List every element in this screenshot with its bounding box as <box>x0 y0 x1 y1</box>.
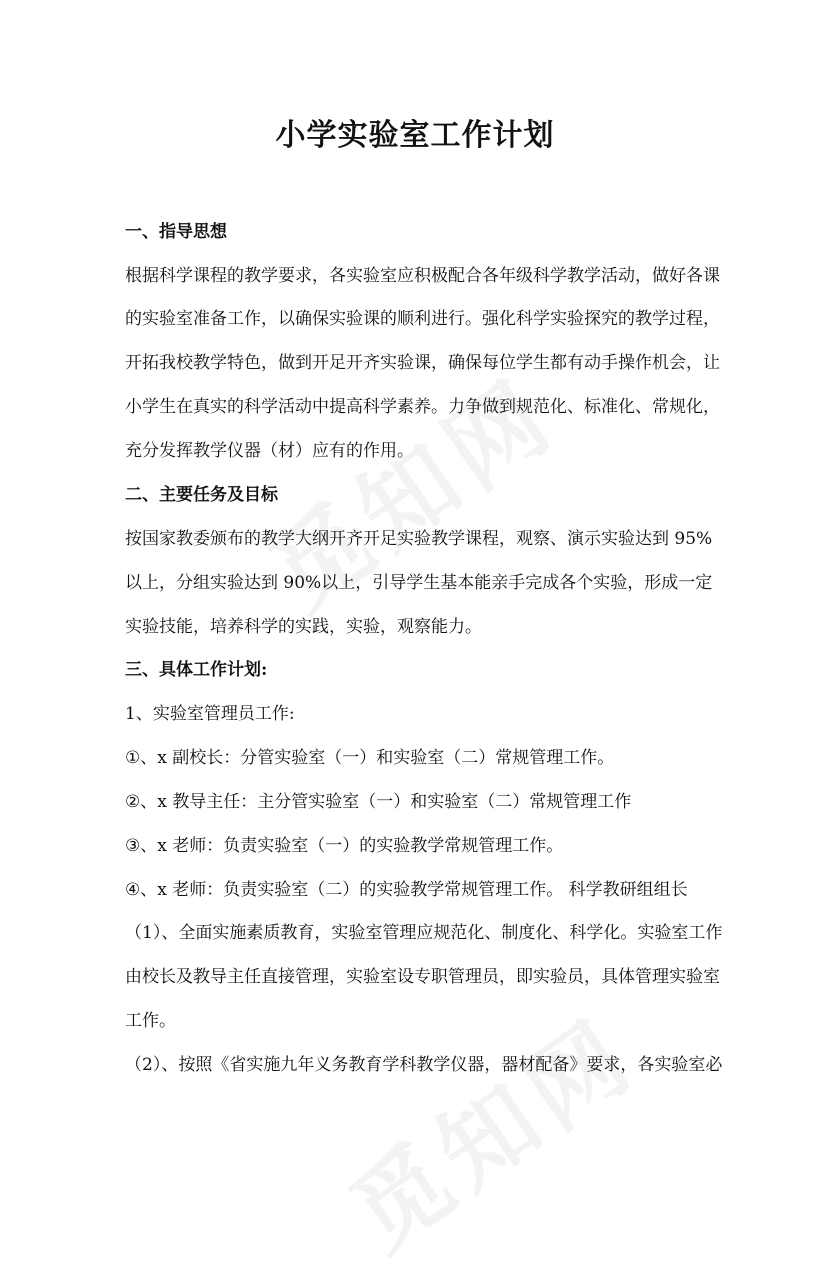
paragraph-line: （1）、全面实施素质教育，实验室管理应规范化、制度化、科学化。实验室工作 <box>125 923 723 943</box>
paragraph-line: 根据科学课程的教学要求，各实验室应积极配合各年级科学教学活动，做好各课 <box>125 266 720 286</box>
paragraph-line: 以上，分组实验达到 90%以上，引导学生基本能亲手完成各个实验，形成一定 <box>125 573 713 593</box>
paragraph-line: 工作。 <box>125 1011 176 1031</box>
section-heading: 一、指导思想 <box>125 222 227 242</box>
paragraph-line: （2）、按照《省实施九年义务教育学科教学仪器，器材配备》要求，各实验室必 <box>125 1055 723 1075</box>
paragraph-line: 1、实验室管理员工作: <box>125 704 295 724</box>
section-heading: 三、具体工作计划: <box>125 660 268 680</box>
paragraph-line: ②、x 教导主任：主分管实验室（一）和实验室（二）常规管理工作 <box>125 792 632 812</box>
paragraph-line: 实验技能，培养科学的实践，实验，观察能力。 <box>125 617 482 637</box>
paragraph-line: 的实验室准备工作，以确保实验课的顺利进行。强化科学实验探究的教学过程， <box>125 309 720 329</box>
paragraph-line: ④、x 老师：负责实验室（二）的实验教学常规管理工作。 科学教研组组长 <box>125 880 688 900</box>
paragraph-line: 由校长及教导主任直接管理，实验室设专职管理员，即实验员，具体管理实验室 <box>125 967 720 987</box>
paragraph-line: 小学生在真实的科学活动中提高科学素养。力争做到规范化、标准化、常规化， <box>125 397 720 417</box>
paragraph-line: 充分发挥教学仪器（材）应有的作用。 <box>125 441 414 461</box>
section-heading: 二、主要任务及目标 <box>125 485 278 505</box>
paragraph-line: 开拓我校教学特色，做到开足开齐实验课，确保每位学生都有动手操作机会，让 <box>125 353 720 373</box>
paragraph-line: 按国家教委颁布的教学大纲开齐开足实验教学课程，观察、演示实验达到 95% <box>125 529 713 549</box>
document-title: 小学实验室工作计划 <box>275 118 555 153</box>
paragraph-line: ①、x 副校长：分管实验室（一）和实验室（二）常规管理工作。 <box>125 748 615 768</box>
paragraph-line: ③、x 老师：负责实验室（一）的实验教学常规管理工作。 <box>125 836 564 856</box>
